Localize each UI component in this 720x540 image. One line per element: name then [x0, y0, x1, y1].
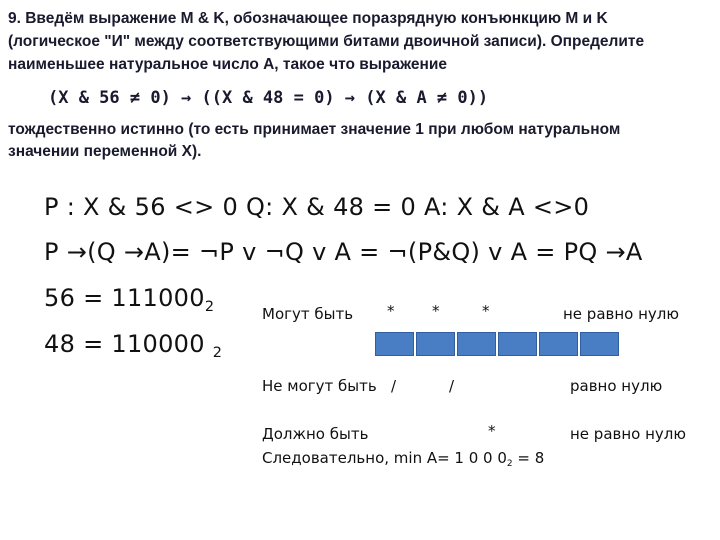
- conclusion: [262, 449, 544, 469]
- binary-56-base: 2: [204, 299, 215, 316]
- cannot-be-label: Не могут быть: [262, 377, 377, 395]
- bit-cell: [498, 332, 537, 356]
- must-be-mark: *: [488, 422, 496, 440]
- conclusion-base: 2: [506, 459, 513, 470]
- not-zero-label-2: не равно нулю: [570, 425, 687, 443]
- bit-cell: [416, 332, 455, 356]
- definitions-line: P : X & 56 <> 0 Q: X & 48 = 0 A: X & A <>0: [44, 193, 590, 221]
- task-line-2: (логическое "И" между соответствующими битами двоичной записи). Определите: [8, 33, 645, 50]
- bit-cell: [539, 332, 578, 356]
- bit-cell: [580, 332, 619, 356]
- task-line-1: 9. Введём выражение M & K, обозначающее поразрядную конъюнкцию M и K: [8, 10, 608, 27]
- conclusion-text: Следовательно, min A= 1 0 0 0: [262, 449, 507, 467]
- conclusion-result: = 8: [512, 449, 545, 467]
- task-line-5: значении переменной X).: [8, 143, 202, 160]
- can-be-mark-3: *: [482, 302, 490, 320]
- zero-label: равно нулю: [570, 377, 663, 395]
- bit-cell: [457, 332, 496, 356]
- binary-56: [44, 284, 214, 315]
- binary-56-value: 56 = 111000: [44, 284, 205, 312]
- binary-48: [44, 330, 222, 361]
- can-be-mark-1: *: [387, 302, 395, 320]
- task-line-3: наименьшее натуральное число А, такое что выражение: [8, 56, 448, 73]
- cannot-be-mark-2: /: [449, 377, 455, 395]
- binary-48-base: 2: [212, 345, 223, 362]
- must-be-label: Должно быть: [262, 425, 369, 443]
- task-expression: (X & 56 ≠ 0) → ((X & 48 = 0) → (X & A ≠ 0)): [48, 88, 489, 108]
- can-be-mark-2: *: [432, 302, 440, 320]
- cannot-be-mark-1: /: [391, 377, 397, 395]
- can-be-label: Могут быть: [262, 305, 354, 323]
- binary-48-value: 48 = 110000: [44, 330, 205, 358]
- task-line-4: тождественно истинно (то есть принимает значение 1 при любом натуральном: [8, 121, 621, 138]
- bit-cell: [375, 332, 414, 356]
- transformation-line: P →(Q →A)= ¬P v ¬Q v A = ¬(P&Q) v A = PQ →A: [44, 238, 643, 266]
- not-zero-label-1: не равно нулю: [563, 305, 680, 323]
- bit-cells: [375, 332, 621, 356]
